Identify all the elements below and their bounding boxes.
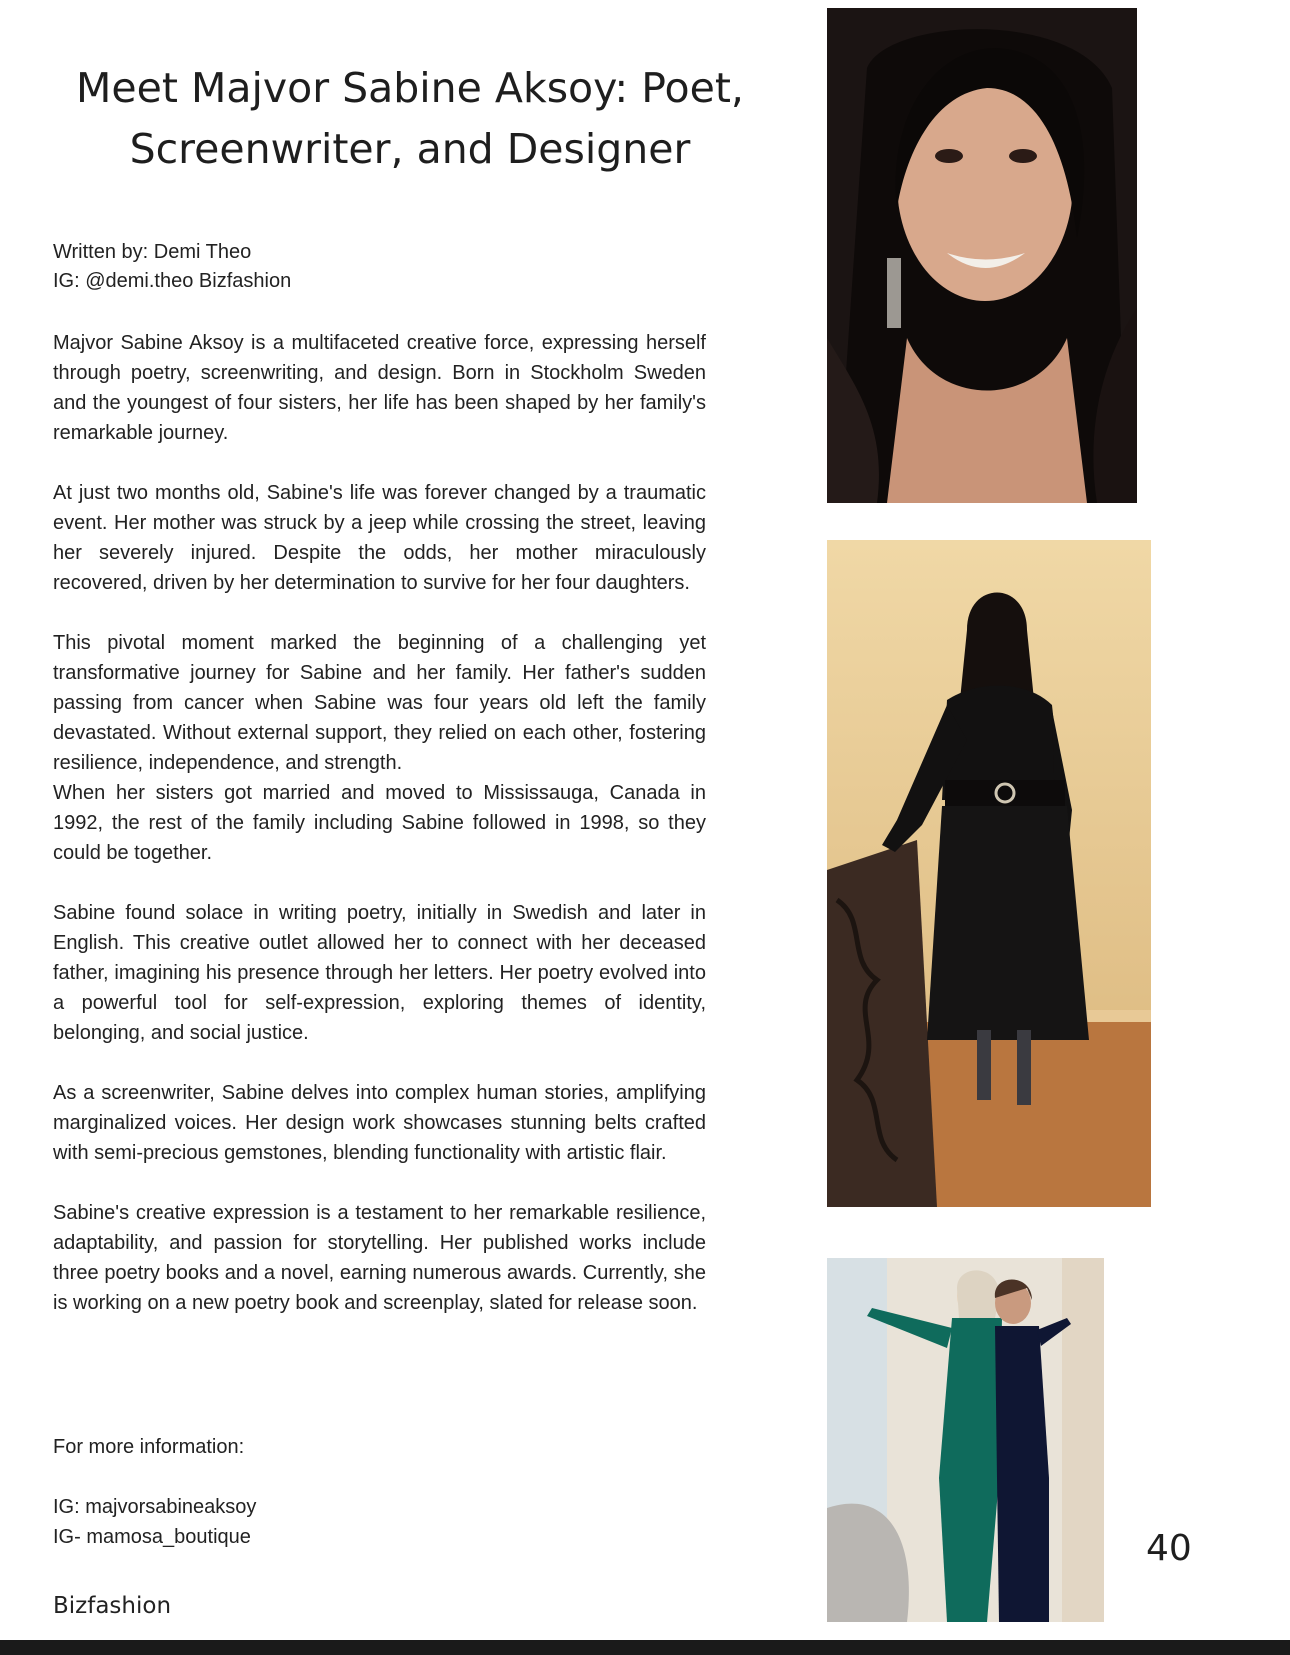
bottom-bar: [0, 1640, 1290, 1655]
written-by: Written by: Demi Theo: [53, 241, 252, 263]
byline: [53, 238, 291, 296]
portrait-photo: [827, 8, 1137, 503]
page-number: 40: [1146, 1528, 1192, 1569]
more-info-label: For more information:: [53, 1436, 245, 1458]
paragraph: Majvor Sabine Aksoy is a multifaceted creative force, expressing herself through poetry, screenwriting, and design. Born in Stockholm Sweden and the youngest of four sisters, her life has been shaped by her family's remarkable journey.: [53, 332, 706, 444]
paragraph: Sabine's creative expression is a testament to her remarkable resilience, adaptability, and passion for storytelling. Her published works include three poetry books and a novel, earning numerous awards. Currently, she is working on a new poetry book and screenplay, slated for release soon.: [53, 1202, 706, 1314]
paragraph: At just two months old, Sabine's life was forever changed by a traumatic event. Her mother was struck by a jeep while crossing the street, leaving her severely injured. Despite the odds, her mother miraculously recovered, driven by her determination to survive for her four daughters.: [53, 482, 706, 594]
article-body: [53, 328, 706, 1348]
title-line-2: Screenwriter, and Designer: [129, 125, 691, 173]
article-title: [40, 58, 780, 180]
author-ig: IG: @demi.theo Bizfashion: [53, 270, 292, 292]
paragraph: Sabine found solace in writing poetry, initially in Swedish and later in English. This creative outlet allowed her to connect with her deceased father, imagining his presence through her letters. Her poetry evolved into a powerful tool for self-expression, exploring themes of identity, belonging, and social justice.: [53, 902, 706, 1044]
ig-links: [53, 1492, 256, 1552]
footer-brand: Bizfashion: [53, 1593, 172, 1619]
group-photo: [827, 1258, 1104, 1622]
title-line-1: Meet Majvor Sabine Aksoy: Poet,: [76, 64, 744, 112]
paragraph: As a screenwriter, Sabine delves into complex human stories, amplifying marginalized voices. Her design work showcases stunning belts crafted with semi-precious gemstones, blending functionality with artistic flair.: [53, 1082, 706, 1164]
ig-link: IG- mamosa_boutique: [53, 1526, 251, 1548]
full-length-photo: [827, 540, 1151, 1207]
ig-link: IG: majvorsabineaksoy: [53, 1496, 257, 1518]
paragraph: When her sisters got married and moved to Mississauga, Canada in 1992, the rest of the family including Sabine followed in 1998, so they could be together.: [53, 782, 706, 864]
paragraph: This pivotal moment marked the beginning of a challenging yet transformative journey for Sabine and her family. Her father's sudden passing from cancer when Sabine was four years old left the family devastated. Without external support, they relied on each other, fostering resilience, independence, and strength.: [53, 632, 706, 774]
